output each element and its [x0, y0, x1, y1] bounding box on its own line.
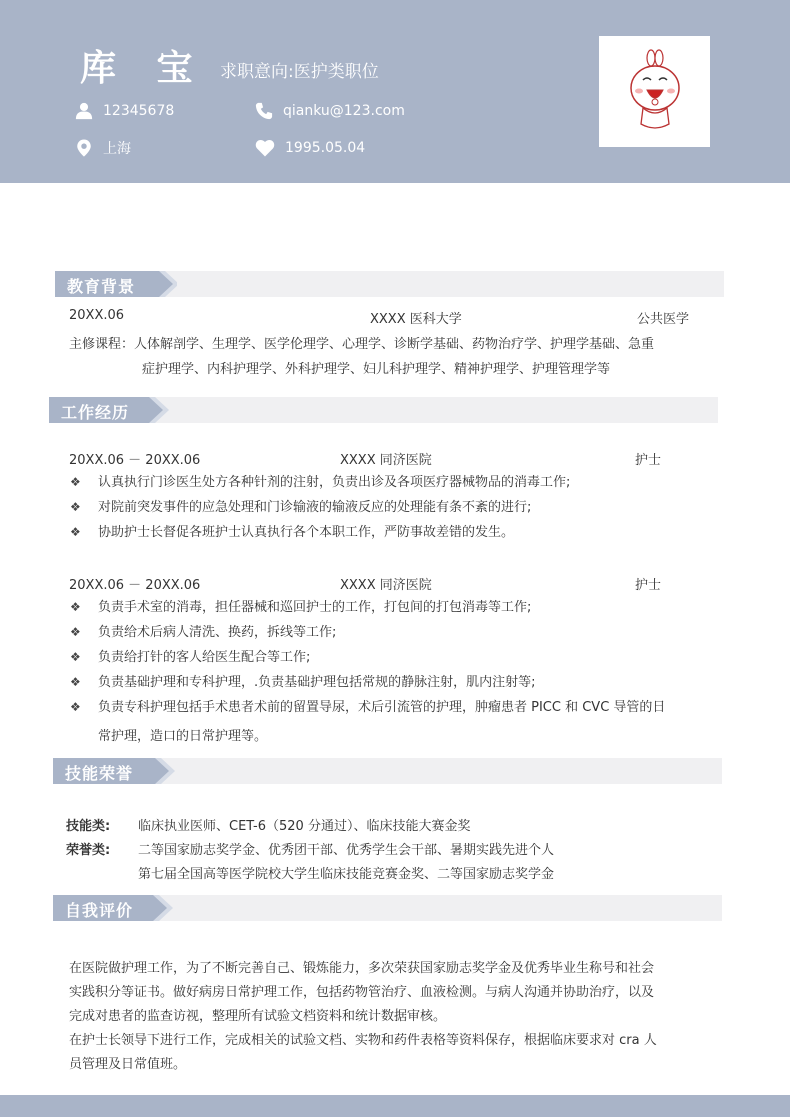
- skill-value: 临床执业医师、CET-6（520 分通过）、临床技能大赛金奖: [138, 819, 471, 834]
- diamond-bullet-icon: ❖: [70, 525, 81, 539]
- heart-icon: [255, 138, 275, 158]
- edu-school: XXXX 医科大学: [370, 312, 462, 327]
- list-item: ❖ 负责专科护理包括手术患者术前的留置导尿，术后引流管的护理，肿瘤患者 PICC 和 CVC 导管的日: [70, 695, 735, 720]
- edu-courses-line2: 症护理学、内科护理学、外科护理学、妇儿科护理学、精神护理学、护理管理学等: [142, 362, 611, 377]
- section-self-eval: [53, 895, 722, 921]
- list-item-continuation: 常护理，造口的日常护理等。: [98, 729, 268, 744]
- self-eval-line: 完成对患者的监查访视，整理所有试验文档资料和统计数据审核。: [69, 1009, 447, 1024]
- location-text: 上海: [103, 141, 131, 157]
- email-row: [255, 102, 405, 120]
- header-banner: [0, 0, 790, 183]
- section-title-self-eval: 自我评价: [65, 901, 134, 920]
- edu-date: 20XX.06: [69, 308, 125, 323]
- diamond-bullet-icon: ❖: [70, 675, 81, 689]
- self-eval-line: 在医院做护理工作，为了不断完善自己、锻炼能力，多次荣获国家励志奖学金及优秀毕业生称号和社会: [69, 961, 655, 976]
- edu-courses-line1: 主修课程：人体解剖学、生理学、医学伦理学、心理学、诊断学基础、药物治疗学、护理学基础、急重: [69, 337, 655, 352]
- job1-org: XXXX 同济医院: [340, 453, 432, 468]
- location-row: [75, 138, 131, 158]
- diamond-bullet-icon: ❖: [70, 600, 81, 614]
- job-intent: 求职意向:医护类职位: [220, 62, 379, 82]
- diamond-bullet-icon: ❖: [70, 700, 81, 714]
- self-eval-line: 在护士长领导下进行工作，完成相关的试验文档、实物和药件表格等资料保存，根据临床要求对 cra 人: [69, 1033, 657, 1048]
- skill-label: 技能类:: [66, 819, 111, 834]
- section-education: [55, 271, 724, 297]
- section-skills: [53, 758, 722, 784]
- diamond-bullet-icon: ❖: [70, 475, 81, 489]
- user-icon: [75, 102, 93, 120]
- footer-bar: [0, 1095, 790, 1117]
- honor-label: 荣誉类:: [66, 843, 111, 858]
- diamond-bullet-icon: ❖: [70, 500, 81, 514]
- honor-line2: 第七届全国高等医学院校大学生临床技能竞赛金奖、二等国家励志奖学金: [138, 867, 555, 882]
- diamond-bullet-icon: ❖: [70, 650, 81, 664]
- list-item: ❖ 认真执行门诊医生处方各种针剂的注射，负责出诊及各项医疗器械物品的消毒工作;: [70, 470, 730, 495]
- diamond-bullet-icon: ❖: [70, 625, 81, 639]
- phone-row: [75, 102, 174, 120]
- job2-org: XXXX 同济医院: [340, 578, 432, 593]
- section-work: [49, 397, 718, 423]
- list-item: ❖ 对院前突发事件的应急处理和门诊输液的输液反应的处理能有条不紊的进行;: [70, 495, 730, 520]
- avatar: [599, 36, 710, 147]
- phone-text: 12345678: [103, 103, 175, 119]
- email-text: qianku@123.com: [283, 103, 405, 119]
- cartoon-avatar-icon: [599, 36, 710, 147]
- job1-role: 护士: [635, 453, 662, 468]
- birthday-text: 1995.05.04: [285, 140, 366, 156]
- section-title-skills: 技能荣誉: [65, 764, 134, 783]
- list-item: ❖ 负责给术后病人清洗、换药，拆线等工作;: [70, 620, 730, 645]
- edu-major: 公共医学: [637, 312, 690, 327]
- list-item: ❖ 负责基础护理和专科护理，.负责基础护理包括常规的静脉注射，肌内注射等;: [70, 670, 730, 695]
- section-title-work: 工作经历: [61, 403, 130, 422]
- self-eval-line: 实践积分等证书。做好病房日常护理工作，包括药物管治疗、血液检测。与病人沟通并协助治疗，以及: [69, 985, 655, 1000]
- job2-role: 护士: [635, 578, 662, 593]
- section-title-education: 教育背景: [67, 277, 136, 296]
- location-icon: [75, 139, 93, 157]
- candidate-name: 库 宝: [80, 48, 207, 89]
- job2-date: 20XX.06 － 20XX.06: [69, 578, 201, 593]
- self-eval-line: 员管理及日常值班。: [69, 1057, 187, 1072]
- job1-date: 20XX.06 － 20XX.06: [69, 453, 201, 468]
- list-item: ❖ 协助护士长督促各班护士认真执行各个本职工作，严防事故差错的发生。: [70, 520, 730, 545]
- phone-icon: [255, 102, 273, 120]
- list-item: ❖ 负责手术室的消毒，担任器械和巡回护士的工作，打包间的打包消毒等工作;: [70, 595, 730, 620]
- birthday-row: [255, 138, 365, 158]
- list-item: ❖ 负责给打针的客人给医生配合等工作;: [70, 645, 730, 670]
- honor-line1: 二等国家励志奖学金、优秀团干部、优秀学生会干部、暑期实践先进个人: [138, 843, 555, 858]
